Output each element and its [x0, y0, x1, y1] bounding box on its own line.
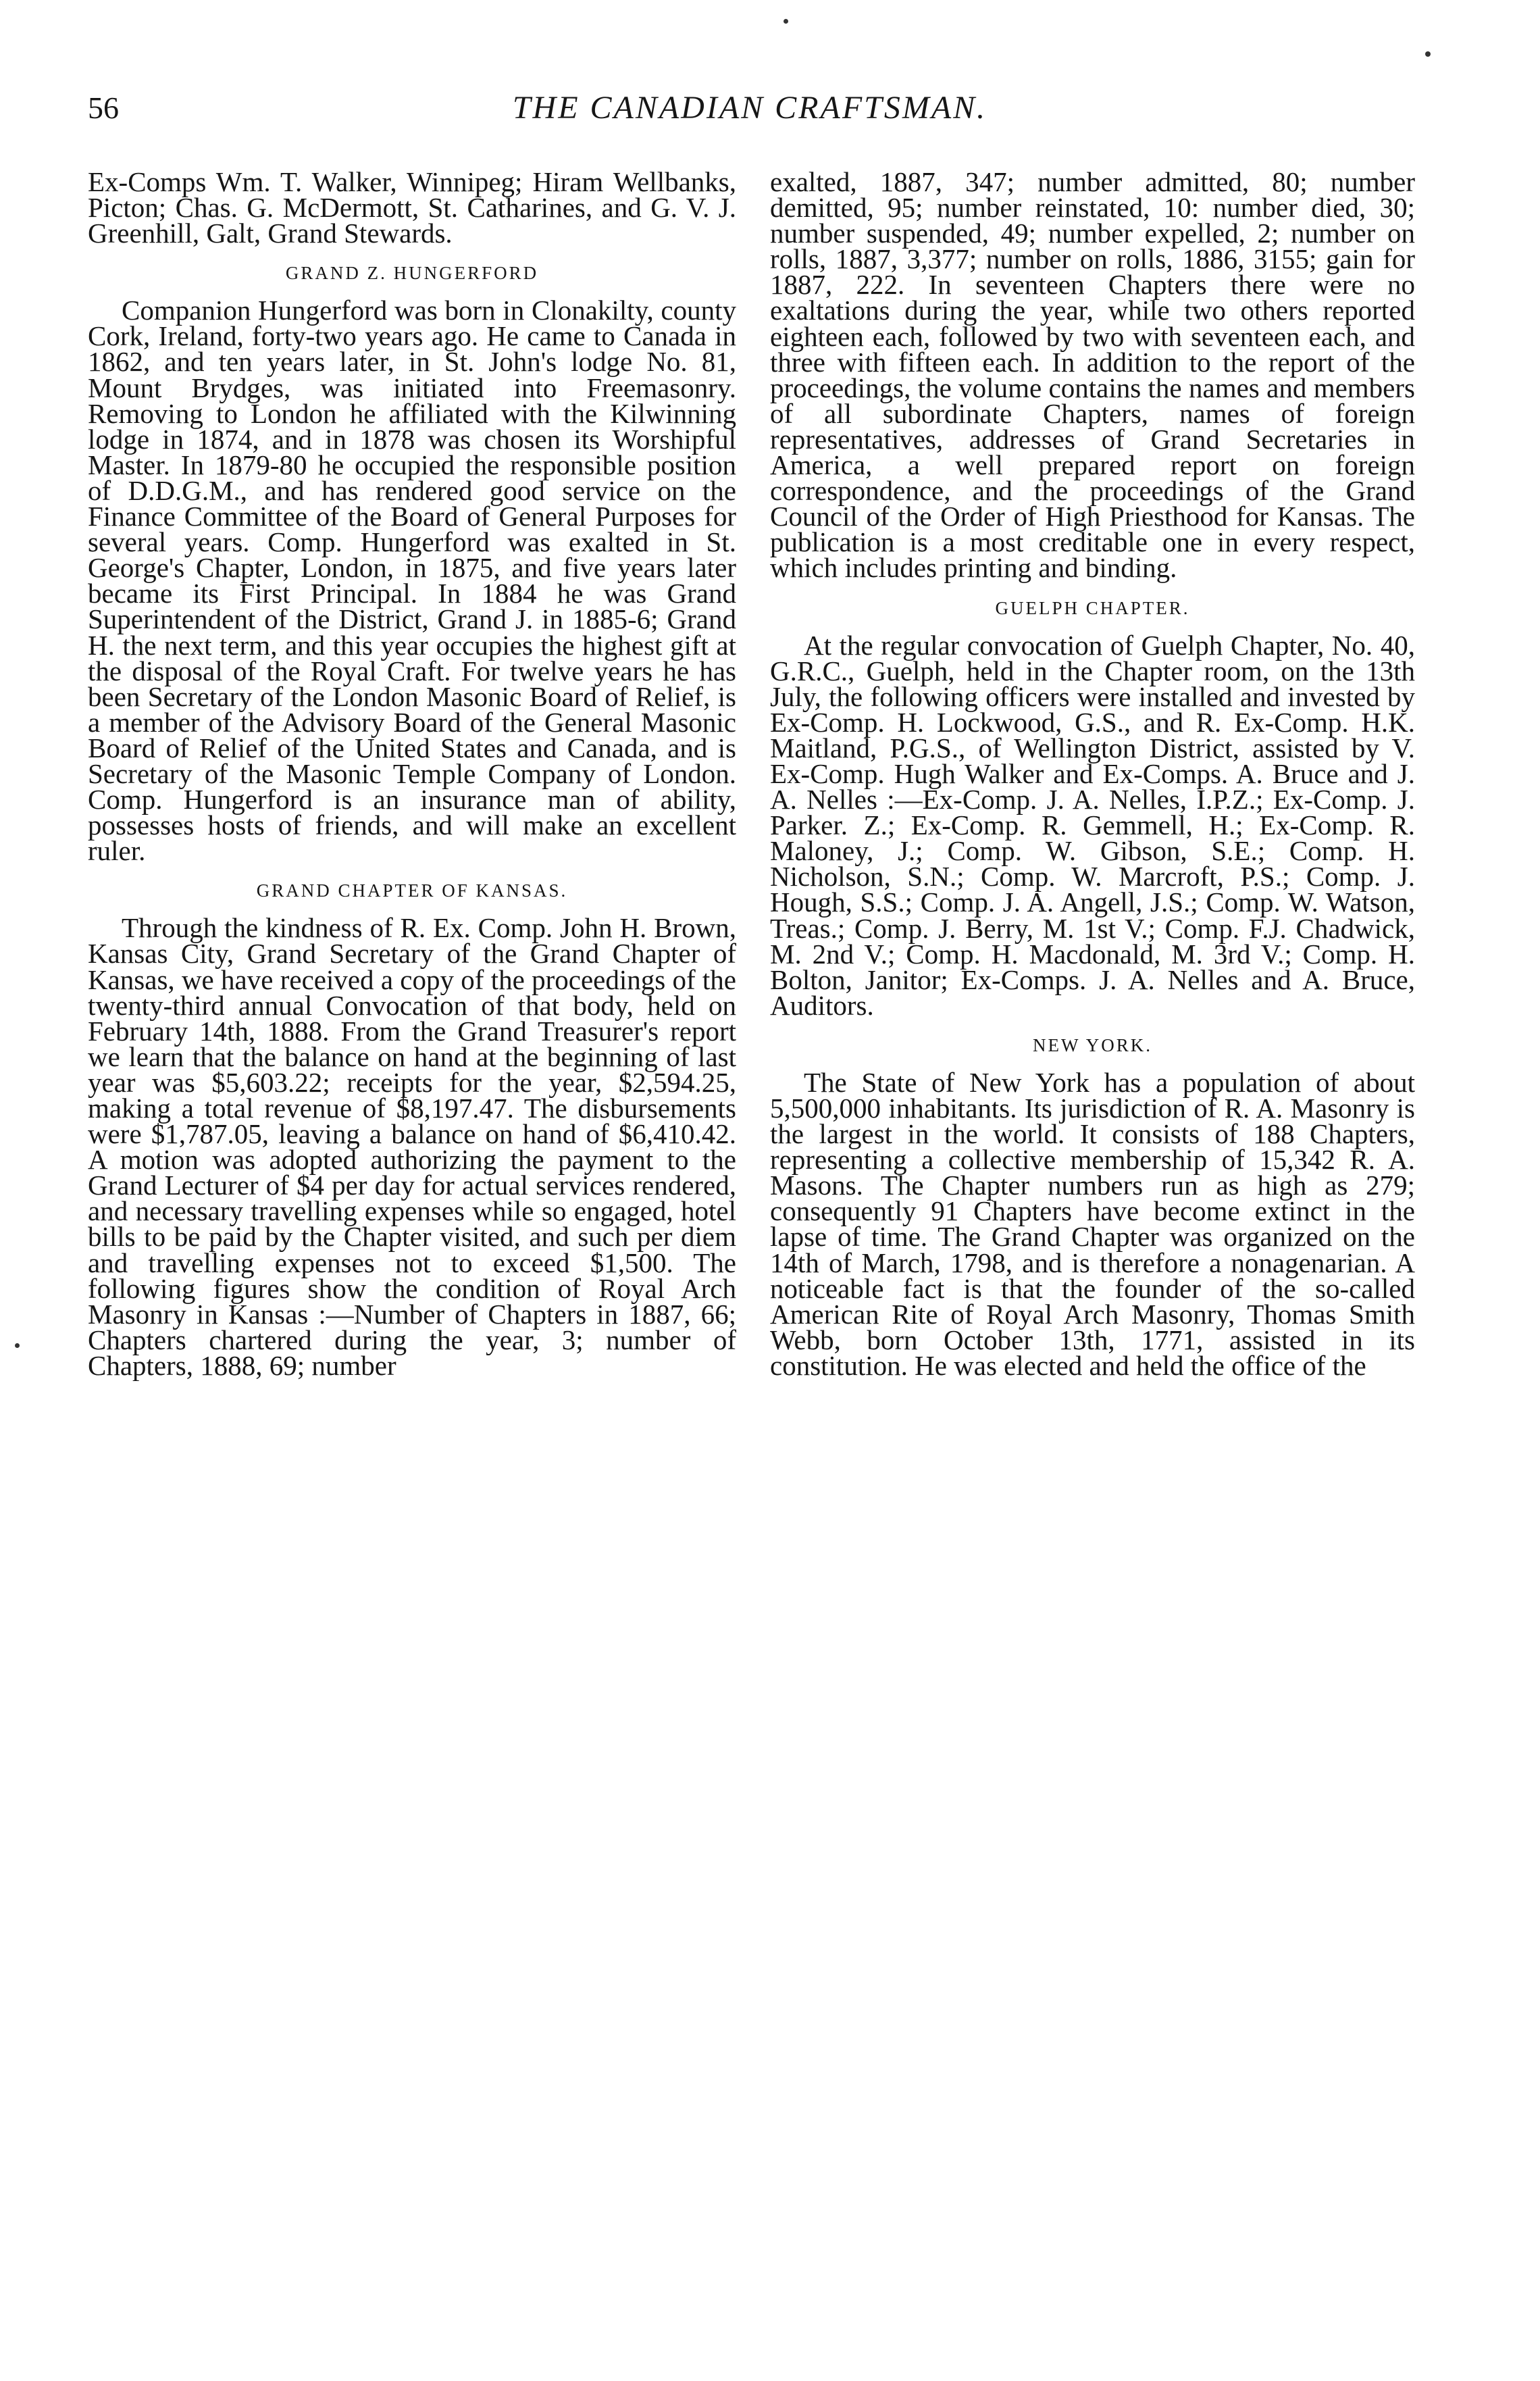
grand-stewards-paragraph: Ex-Comps Wm. T. Walker, Winnipeg; Hiram Wellbanks, Picton; Chas. G. McDermott, St. Catharines, and G. V. J. Greenhill, Galt, Grand Stewards.: [88, 166, 736, 249]
guelph-paragraph: At the regular convocation of Guelph Chapter, No. 40, G.R.C., Guelph, held in the Chapter room, on the 13th July, the following officers were installed and invested by Ex-Comp. H. Lockwood, G.S., and R. Ex-Comp. H.K. Maitland, P.G.S., of Wellington District, assisted by V. Ex-Comp. Hugh Walker and Ex-Comps. A. Bruce and J. A. Nelles :—Ex-Comp. J. A. Nelles, I.P.Z.; Ex-Comp. J. Parker. Z.; Ex-Comp. R. Gemmell, H.; Ex-Comp. R. Maloney, J.; Comp. W. Gibson, S.E.; Comp. H. Nicholson, S.N.; Comp. W. Marcroft, P.S.; Comp. J. Hough, S.S.; Comp. J. A. Angell, J.S.; Comp. W. Watson, Treas.; Comp. J. Berry, M. 1st V.; Comp. F.J. Chadwick, M. 2nd V.; Comp. H. Macdonald, M. 3rd V.; Comp. H. Bolton, Janitor; Ex-Comps. J. A. Nelles and A. Bruce, Auditors.: [770, 629, 1415, 1021]
kansas-continued-paragraph: exalted, 1887, 347; number admitted, 80; number demitted, 95; number reinstated, 10: number died, 30; number suspended, 49; number expelled, 2; number on rolls, 1887, 3,377; number on rolls, 1886, 3155; gain for 1887, 222. In seventeen Chapters there were no exaltations during the year, while two others reported eighteen each, followed by two with seventeen each, and three with fifteen each. In addition to the report of the proceedings, the volume contains the names and members of all subordinate Chapters, names of foreign representatives, addresses of Grand Secretaries in America, a well prepared report on foreign correspondence, and the proceedings of the Grand Council of the Order of High Priesthood for Kansas. The publication is a most creditable one in every respect, which includes printing and binding.: [770, 166, 1415, 584]
print-speck: [1425, 51, 1431, 57]
journal-title: THE CANADIAN CRAFTSMAN.: [512, 90, 987, 126]
hungerford-heading: GRAND Z. HUNGERFORD: [285, 263, 539, 284]
left-column: [88, 166, 736, 1381]
print-speck: [784, 19, 788, 24]
page-number: 56: [88, 91, 119, 125]
kansas-paragraph: Through the kindness of R. Ex. Comp. John H. Brown, Kansas City, Grand Secretary of the Grand Chapter of Kansas, we have received a copy of the proceedings of the twenty-third annual Convocation of that body, held on February 14th, 1888. From the Grand Treasurer's report we learn that the balance on hand at the beginning of last year was $5,603.22; receipts for the year, $2,594.25, making a total revenue of $8,197.47. The disbursements were $1,787.05, leaving a balance on hand of $6,410.42. A motion was adopted authorizing the payment to the Grand Lecturer of $4 per day for actual services rendered, and necessary travelling expenses while so engaged, hotel bills to be paid by the Chapter visited, and such per diem and travelling expenses not to exceed $1,500. The following figures show the condition of Royal Arch Masonry in Kansas :—Number of Chapters in 1887, 66; Chapters chartered during the year, 3; number of Chapters, 1888, 69; number: [88, 912, 736, 1381]
right-column: [770, 166, 1415, 1381]
new-york-paragraph: The State of New York has a population of about 5,500,000 inhabitants. Its jurisdiction of R. A. Masonry is the largest in the world. It consists of 188 Chapters, representing a collective membership of 15,342 R. A. Masons. The Chapter numbers run as high as 279; consequently 91 Chapters have become extinct in the lapse of time. The Grand Chapter was organized on the 14th of March, 1798, and is therefore a nonagenarian. A noticeable fact is that the founder of the so-called American Rite of Royal Arch Masonry, Thomas Smith Webb, born October 13th, 1771, assisted in its constitution. He was elected and held the office of the: [770, 1066, 1415, 1381]
kansas-heading: GRAND CHAPTER OF KANSAS.: [256, 880, 568, 901]
guelph-heading: GUELPH CHAPTER.: [995, 597, 1190, 618]
print-speck: [15, 1343, 20, 1348]
hungerford-paragraph: Companion Hungerford was born in Clonakilty, county Cork, Ireland, forty-two years ago. He came to Canada in 1862, and ten years later, in St. John's lodge No. 81, Mount Brydges, was initiated into Freemasonry. Removing to London he affiliated with the Kilwinning lodge in 1874, and in 1878 was chosen its Worshipful Master. In 1879-80 he occupied the responsible position of D.D.G.M., and has rendered good service on the Finance Committee of the Board of General Purposes for several years. Comp. Hungerford was exalted in St. George's Chapter, London, in 1875, and five years later became its First Principal. In 1884 he was Grand Superintendent of the District, Grand J. in 1885-6; Grand H. the next term, and this year occupies the highest gift at the disposal of the Royal Craft. For twelve years he has been Secretary of the London Masonic Board of Relief, is a member of the Advisory Board of the General Masonic Board of Relief of the United States and Canada, and is Secretary of the Masonic Temple Company of London. Comp. Hungerford is an insurance man of ability, possesses hosts of friends, and will make an excellent ruler.: [88, 295, 736, 867]
new-york-heading: NEW YORK.: [1033, 1034, 1152, 1055]
running-head: [88, 89, 1412, 130]
